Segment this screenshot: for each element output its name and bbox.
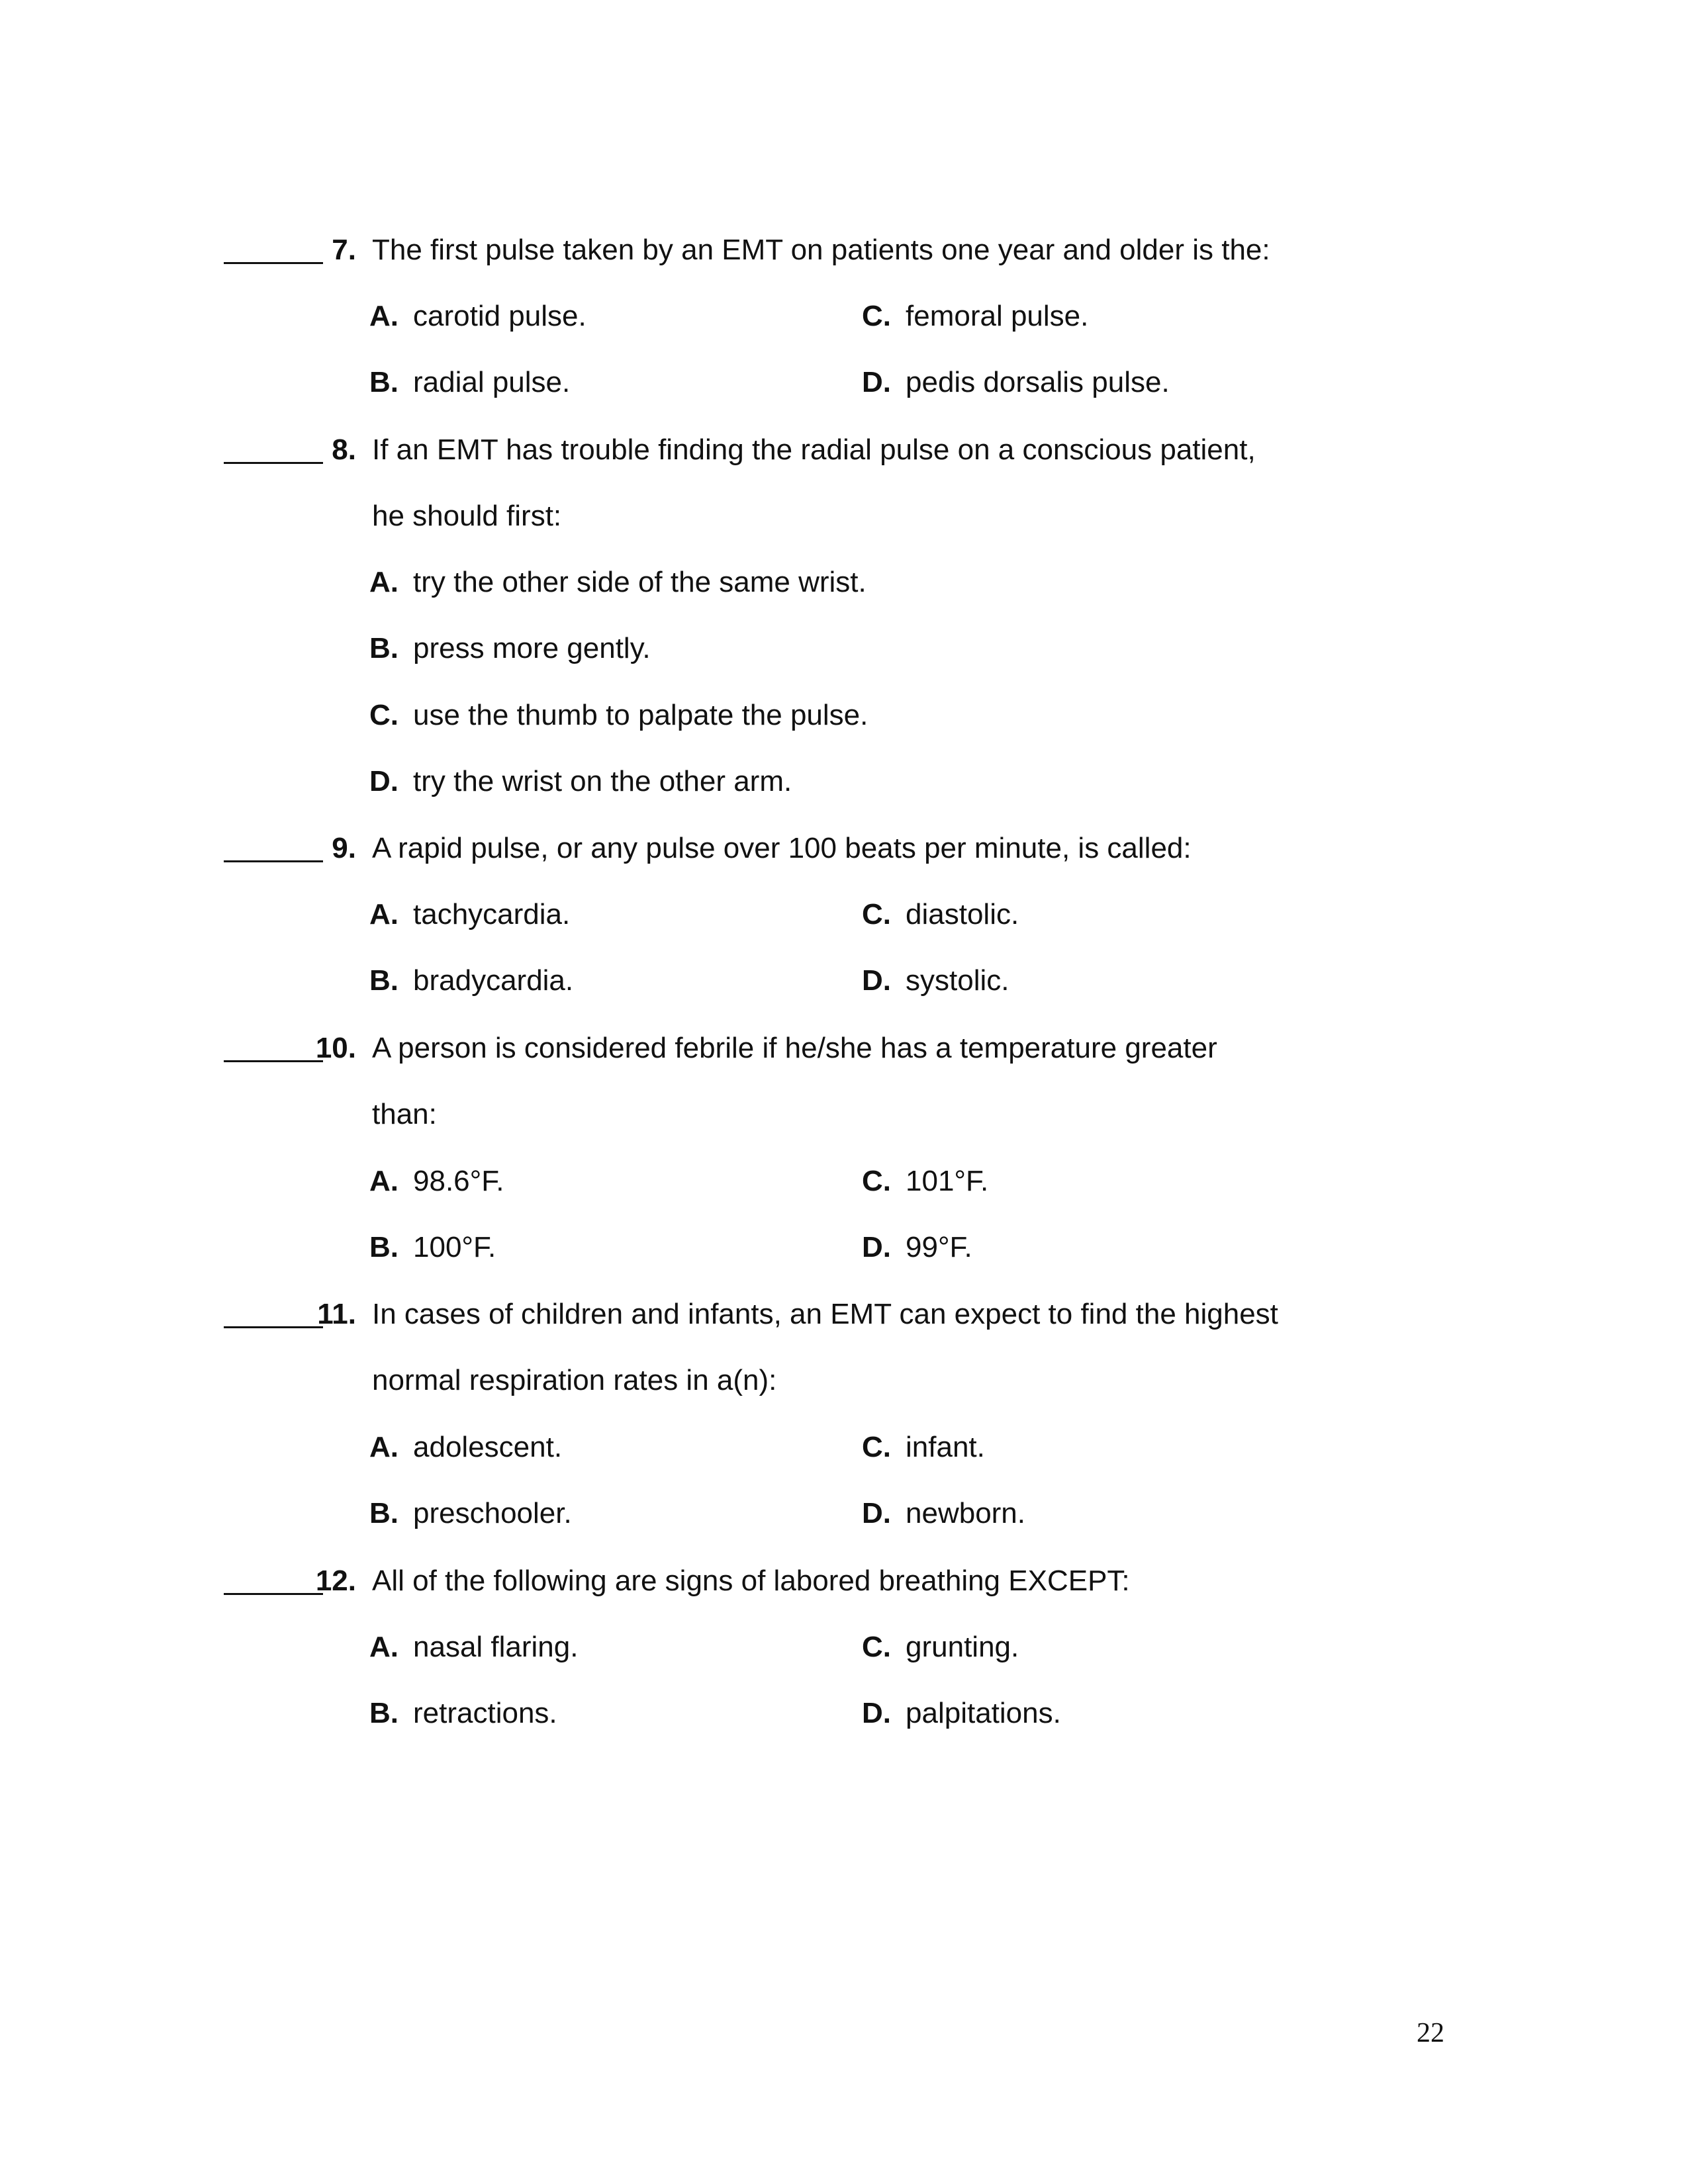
option-text: palpitations.	[906, 1697, 1061, 1729]
option-c	[369, 696, 868, 735]
option-letter: B.	[369, 632, 399, 664]
option-letter: B.	[369, 1231, 399, 1263]
option-text: adolescent.	[413, 1431, 563, 1463]
option-text: carotid pulse.	[413, 300, 586, 332]
option-c	[862, 1627, 1019, 1667]
question-number: 7.	[332, 234, 356, 266]
option-text: retractions.	[413, 1697, 557, 1729]
question-text-continued: he should first:	[372, 500, 562, 532]
option-text: systolic.	[906, 964, 1009, 997]
question-text: If an EMT has trouble finding the radial pulse on a conscious patient,	[372, 433, 1256, 466]
option-a	[369, 1627, 578, 1667]
option-letter: C.	[862, 1165, 891, 1197]
option-letter: B.	[369, 964, 399, 997]
option-text: try the wrist on the other arm.	[413, 765, 792, 797]
question-text-continued: than:	[372, 1098, 437, 1130]
question-text-continued: normal respiration rates in a(n):	[372, 1364, 777, 1396]
option-letter: A.	[369, 898, 399, 931]
option-letter: A.	[369, 1631, 399, 1663]
option-text: grunting.	[906, 1631, 1019, 1663]
option-letter: C.	[862, 1431, 891, 1463]
option-text: diastolic.	[906, 898, 1019, 931]
option-d	[862, 1228, 972, 1267]
question-number: 11.	[317, 1298, 356, 1330]
option-text: bradycardia.	[413, 964, 574, 997]
option-a	[369, 1161, 504, 1201]
question-text: A rapid pulse, or any pulse over 100 beats per minute, is called:	[372, 832, 1192, 864]
option-text: preschooler.	[413, 1497, 572, 1529]
option-letter: D.	[369, 765, 399, 797]
option-text: press more gently.	[413, 632, 651, 664]
option-b	[369, 629, 651, 668]
option-letter: C.	[369, 699, 399, 731]
option-letter: A.	[369, 300, 399, 332]
question-text: The first pulse taken by an EMT on patients one year and older is the:	[372, 234, 1270, 266]
option-b	[369, 1228, 496, 1267]
option-b	[369, 1494, 572, 1533]
option-letter: A.	[369, 566, 399, 598]
option-letter: D.	[862, 1497, 891, 1529]
option-text: use the thumb to palpate the pulse.	[413, 699, 868, 731]
page-number: 22	[1417, 2018, 1444, 2048]
option-b	[369, 961, 573, 1001]
option-letter: D.	[862, 1231, 891, 1263]
option-a	[369, 1428, 562, 1467]
option-c	[862, 296, 1088, 336]
question-number: 10.	[315, 1032, 356, 1064]
option-a	[369, 296, 586, 336]
option-letter: B.	[369, 366, 399, 398]
option-text: 99°F.	[906, 1231, 972, 1263]
question-number: 8.	[332, 433, 356, 466]
option-text: infant.	[906, 1431, 985, 1463]
option-letter: A.	[369, 1431, 399, 1463]
question-text: All of the following are signs of labored breathing EXCEPT:	[372, 1565, 1130, 1597]
option-letter: B.	[369, 1697, 399, 1729]
option-c	[862, 895, 1019, 934]
option-a	[369, 563, 867, 602]
option-text: femoral pulse.	[906, 300, 1089, 332]
option-text: nasal flaring.	[413, 1631, 579, 1663]
option-text: 101°F.	[906, 1165, 989, 1197]
option-letter: A.	[369, 1165, 399, 1197]
question-text: In cases of children and infants, an EMT can expect to find the highest	[372, 1298, 1278, 1330]
option-letter: D.	[862, 1697, 891, 1729]
option-letter: B.	[369, 1497, 399, 1529]
option-c	[862, 1161, 988, 1201]
option-d	[862, 1694, 1061, 1733]
option-letter: C.	[862, 898, 891, 931]
question-number: 12.	[315, 1565, 356, 1597]
option-d	[862, 1494, 1025, 1533]
option-d	[369, 762, 792, 801]
option-text: newborn.	[906, 1497, 1026, 1529]
option-c	[862, 1428, 985, 1467]
option-letter: C.	[862, 300, 891, 332]
option-letter: D.	[862, 366, 891, 398]
question-text: A person is considered febrile if he/she has a temperature greater	[372, 1032, 1217, 1064]
option-text: pedis dorsalis pulse.	[906, 366, 1170, 398]
option-text: radial pulse.	[413, 366, 571, 398]
question-number: 9.	[332, 832, 356, 864]
option-text: try the other side of the same wrist.	[413, 566, 867, 598]
option-text: 100°F.	[413, 1231, 496, 1263]
option-d	[862, 961, 1009, 1001]
option-b	[369, 1694, 557, 1733]
option-b	[369, 363, 570, 402]
option-a	[369, 895, 570, 934]
option-letter: C.	[862, 1631, 891, 1663]
option-text: 98.6°F.	[413, 1165, 504, 1197]
option-letter: D.	[862, 964, 891, 997]
option-text: tachycardia.	[413, 898, 571, 931]
option-d	[862, 363, 1170, 402]
